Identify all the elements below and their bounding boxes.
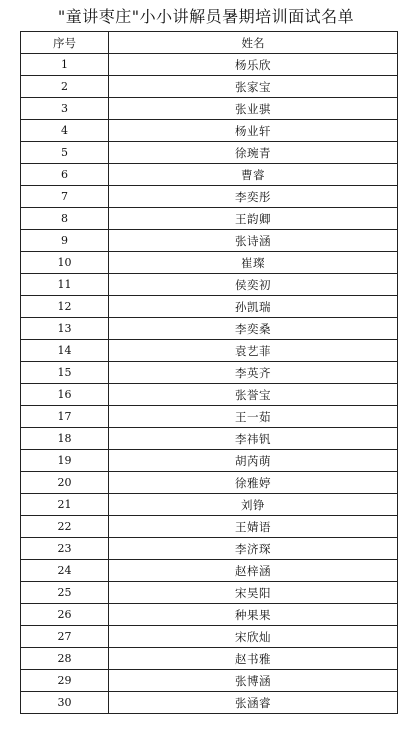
table-row bbox=[21, 208, 398, 230]
row-index-cell: 13 bbox=[21, 318, 109, 340]
table-row bbox=[21, 120, 398, 142]
row-name-cell: 李奕彤 bbox=[109, 186, 398, 208]
table-row bbox=[21, 472, 398, 494]
row-name-cell: 李祎钒 bbox=[109, 428, 398, 450]
row-name-cell: 种果果 bbox=[109, 604, 398, 626]
table-row bbox=[21, 516, 398, 538]
table-row bbox=[21, 538, 398, 560]
row-index-cell: 20 bbox=[21, 472, 109, 494]
row-name-cell: 赵书雅 bbox=[109, 648, 398, 670]
row-name-cell: 王婧语 bbox=[109, 516, 398, 538]
table-row bbox=[21, 296, 398, 318]
row-name-cell: 宋欣灿 bbox=[109, 626, 398, 648]
table-row bbox=[21, 252, 398, 274]
row-index-cell: 23 bbox=[21, 538, 109, 560]
row-name-cell: 袁艺菲 bbox=[109, 340, 398, 362]
row-index-cell: 5 bbox=[21, 142, 109, 164]
row-index-cell: 10 bbox=[21, 252, 109, 274]
row-index-cell: 26 bbox=[21, 604, 109, 626]
table-row bbox=[21, 648, 398, 670]
row-index-cell: 1 bbox=[21, 54, 109, 76]
table-row bbox=[21, 626, 398, 648]
row-index-cell: 17 bbox=[21, 406, 109, 428]
table-row bbox=[21, 340, 398, 362]
row-name-cell: 王一茹 bbox=[109, 406, 398, 428]
row-name-cell: 张业骐 bbox=[109, 98, 398, 120]
table-row bbox=[21, 450, 398, 472]
row-name-cell: 徐琬青 bbox=[109, 142, 398, 164]
table-row bbox=[21, 604, 398, 626]
row-name-cell: 李奕桑 bbox=[109, 318, 398, 340]
table-row bbox=[21, 428, 398, 450]
row-name-cell: 张诗涵 bbox=[109, 230, 398, 252]
row-index-cell: 7 bbox=[21, 186, 109, 208]
column-header-index: 序号 bbox=[21, 32, 109, 54]
row-index-cell: 24 bbox=[21, 560, 109, 582]
table-row bbox=[21, 494, 398, 516]
row-index-cell: 28 bbox=[21, 648, 109, 670]
row-index-cell: 29 bbox=[21, 670, 109, 692]
row-name-cell: 张家宝 bbox=[109, 76, 398, 98]
table-row bbox=[21, 362, 398, 384]
row-index-cell: 2 bbox=[21, 76, 109, 98]
row-index-cell: 27 bbox=[21, 626, 109, 648]
row-index-cell: 14 bbox=[21, 340, 109, 362]
row-name-cell: 刘铮 bbox=[109, 494, 398, 516]
row-index-cell: 22 bbox=[21, 516, 109, 538]
row-name-cell: 王韵卿 bbox=[109, 208, 398, 230]
row-name-cell: 孙凯瑞 bbox=[109, 296, 398, 318]
row-index-cell: 9 bbox=[21, 230, 109, 252]
row-index-cell: 12 bbox=[21, 296, 109, 318]
row-name-cell: 崔璨 bbox=[109, 252, 398, 274]
table-row bbox=[21, 164, 398, 186]
row-name-cell: 侯奕初 bbox=[109, 274, 398, 296]
table-header-row bbox=[21, 32, 398, 54]
row-index-cell: 21 bbox=[21, 494, 109, 516]
table-row bbox=[21, 692, 398, 714]
row-name-cell: 张博涵 bbox=[109, 670, 398, 692]
table-row bbox=[21, 274, 398, 296]
row-index-cell: 30 bbox=[21, 692, 109, 714]
table-row bbox=[21, 406, 398, 428]
row-index-cell: 6 bbox=[21, 164, 109, 186]
row-index-cell: 8 bbox=[21, 208, 109, 230]
table-row bbox=[21, 582, 398, 604]
row-index-cell: 3 bbox=[21, 98, 109, 120]
column-header-name: 姓名 bbox=[109, 32, 398, 54]
table-row bbox=[21, 142, 398, 164]
row-index-cell: 11 bbox=[21, 274, 109, 296]
table-row bbox=[21, 384, 398, 406]
row-name-cell: 曹睿 bbox=[109, 164, 398, 186]
table-row bbox=[21, 76, 398, 98]
table-row bbox=[21, 560, 398, 582]
row-name-cell: 杨乐欣 bbox=[109, 54, 398, 76]
document-title: "童讲枣庄"小小讲解员暑期培训面试名单 bbox=[57, 7, 355, 26]
row-name-cell: 徐雅婷 bbox=[109, 472, 398, 494]
row-name-cell: 杨业轩 bbox=[109, 120, 398, 142]
table-row bbox=[21, 98, 398, 120]
row-name-cell: 宋昊阳 bbox=[109, 582, 398, 604]
row-name-cell: 胡芮萌 bbox=[109, 450, 398, 472]
row-index-cell: 4 bbox=[21, 120, 109, 142]
row-name-cell: 李英齐 bbox=[109, 362, 398, 384]
interview-roster-table bbox=[20, 31, 398, 714]
table-row bbox=[21, 318, 398, 340]
row-index-cell: 18 bbox=[21, 428, 109, 450]
table-row bbox=[21, 670, 398, 692]
table-row bbox=[21, 54, 398, 76]
row-index-cell: 19 bbox=[21, 450, 109, 472]
table-row bbox=[21, 186, 398, 208]
row-name-cell: 张涵睿 bbox=[109, 692, 398, 714]
row-index-cell: 15 bbox=[21, 362, 109, 384]
table-row bbox=[21, 230, 398, 252]
row-name-cell: 张誉宝 bbox=[109, 384, 398, 406]
row-name-cell: 赵梓涵 bbox=[109, 560, 398, 582]
table-body bbox=[21, 54, 398, 714]
row-index-cell: 16 bbox=[21, 384, 109, 406]
row-index-cell: 25 bbox=[21, 582, 109, 604]
row-name-cell: 李济琛 bbox=[109, 538, 398, 560]
